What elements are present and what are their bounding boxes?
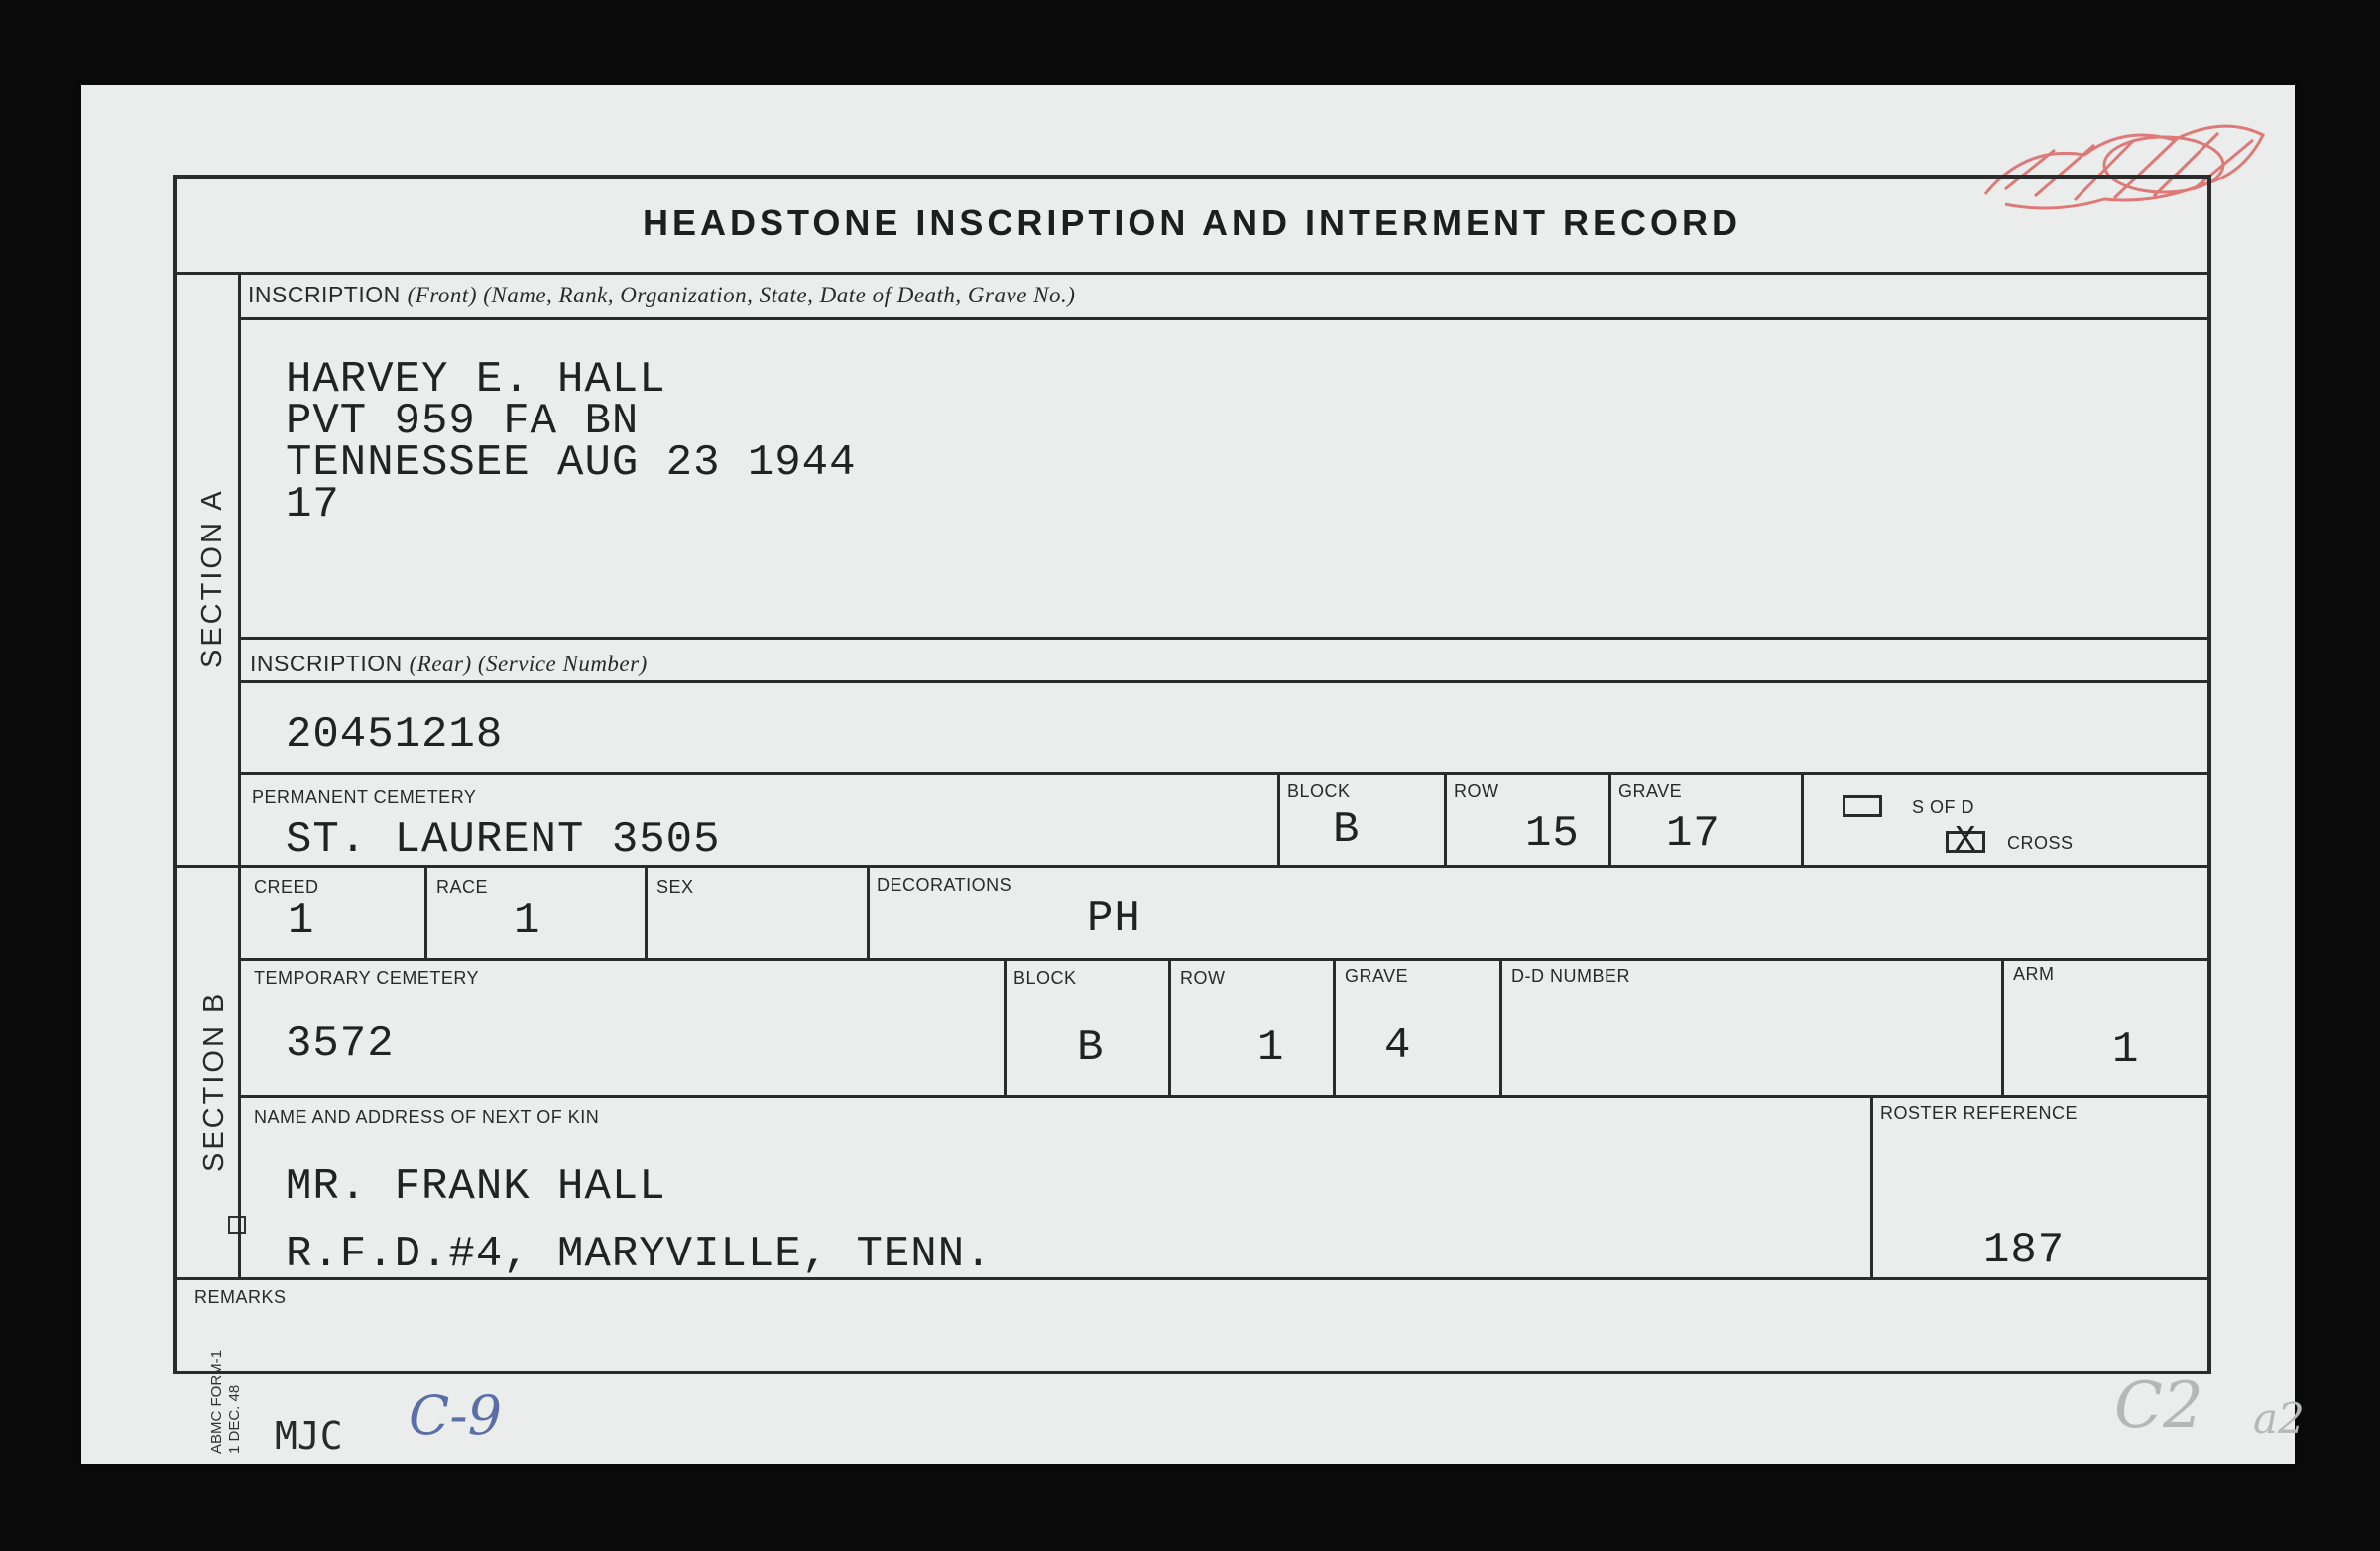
temporary-row-label: ROW bbox=[1180, 968, 1226, 988]
permanent-grave-value: 17 bbox=[1666, 809, 1721, 859]
cross-checkbox[interactable] bbox=[1946, 831, 1985, 853]
dd-number-label: D-D NUMBER bbox=[1511, 966, 1630, 986]
creed-label: CREED bbox=[254, 877, 319, 896]
race-value: 1 bbox=[514, 896, 541, 946]
s-of-d-checkbox[interactable] bbox=[1843, 795, 1882, 817]
temporary-grave-value: 4 bbox=[1384, 1021, 1412, 1071]
front-inscription-line-4: 17 bbox=[286, 480, 340, 530]
permanent-cemetery-label: PERMANENT CEMETERY bbox=[252, 787, 477, 807]
form-title: HEADSTONE INSCRIPTION AND INTERMENT RECORD bbox=[642, 202, 1742, 243]
cross-label: CROSS bbox=[2007, 833, 2074, 853]
decorations-label: DECORATIONS bbox=[877, 875, 1012, 895]
handwritten-pencil-note: C2 bbox=[2114, 1370, 2203, 1443]
section-a-label: SECTION A bbox=[196, 488, 228, 668]
temporary-row-value: 1 bbox=[1257, 1023, 1285, 1073]
rear-inscription-label: INSCRIPTION (Rear) (Service Number) bbox=[250, 651, 648, 676]
handwritten-blue-note: C-9 bbox=[409, 1384, 502, 1447]
permanent-block-value: B bbox=[1333, 805, 1361, 855]
remarks-label: REMARKS bbox=[194, 1287, 287, 1307]
service-number: 20451218 bbox=[286, 710, 504, 760]
headstone-record-form bbox=[173, 175, 2211, 1374]
roster-reference-value: 187 bbox=[1983, 1226, 2066, 1275]
front-inscription-label: INSCRIPTION (Front) (Name, Rank, Organization, State, Date of Death, Grave No.) bbox=[248, 282, 1076, 307]
permanent-block-label: BLOCK bbox=[1287, 781, 1351, 801]
next-of-kin-line-2: R.F.D.#4, MARYVILLE, TENN. bbox=[286, 1230, 993, 1279]
roster-reference-label: ROSTER REFERENCE bbox=[1880, 1103, 2079, 1123]
front-inscription-line-3: TENNESSEE AUG 23 1944 bbox=[286, 438, 857, 488]
arm-label: ARM bbox=[2013, 964, 2055, 984]
decorations-value: PH bbox=[1087, 895, 1141, 944]
temporary-cemetery-label: TEMPORARY CEMETERY bbox=[254, 968, 480, 988]
permanent-row-label: ROW bbox=[1454, 781, 1499, 801]
form-number: ABMC FORM-1 1 DEC. 48 bbox=[208, 1350, 243, 1454]
handwritten-pencil-note-b: a2 bbox=[2253, 1394, 2305, 1443]
creed-value: 1 bbox=[288, 896, 315, 946]
permanent-grave-label: GRAVE bbox=[1618, 781, 1683, 801]
temporary-block-label: BLOCK bbox=[1013, 968, 1077, 988]
next-of-kin-line-1: MR. FRANK HALL bbox=[286, 1162, 666, 1212]
permanent-cemetery-value: ST. LAURENT 3505 bbox=[286, 815, 721, 865]
temporary-block-value: B bbox=[1077, 1023, 1105, 1073]
temporary-cemetery-value: 3572 bbox=[286, 1019, 395, 1069]
next-of-kin-label: NAME AND ADDRESS OF NEXT OF KIN bbox=[254, 1107, 600, 1127]
arm-value: 1 bbox=[2112, 1025, 2140, 1075]
permanent-row-value: 15 bbox=[1525, 809, 1580, 859]
race-label: RACE bbox=[436, 877, 489, 896]
handwritten-initials: MJC bbox=[275, 1414, 343, 1458]
front-inscription-line-2: PVT 959 FA BN bbox=[286, 397, 640, 446]
temporary-grave-label: GRAVE bbox=[1345, 966, 1409, 986]
front-inscription-line-1: HARVEY E. HALL bbox=[286, 355, 666, 405]
s-of-d-label: S OF D bbox=[1912, 797, 1975, 817]
sex-label: SEX bbox=[656, 877, 694, 896]
section-b-label: SECTION B bbox=[198, 990, 230, 1172]
